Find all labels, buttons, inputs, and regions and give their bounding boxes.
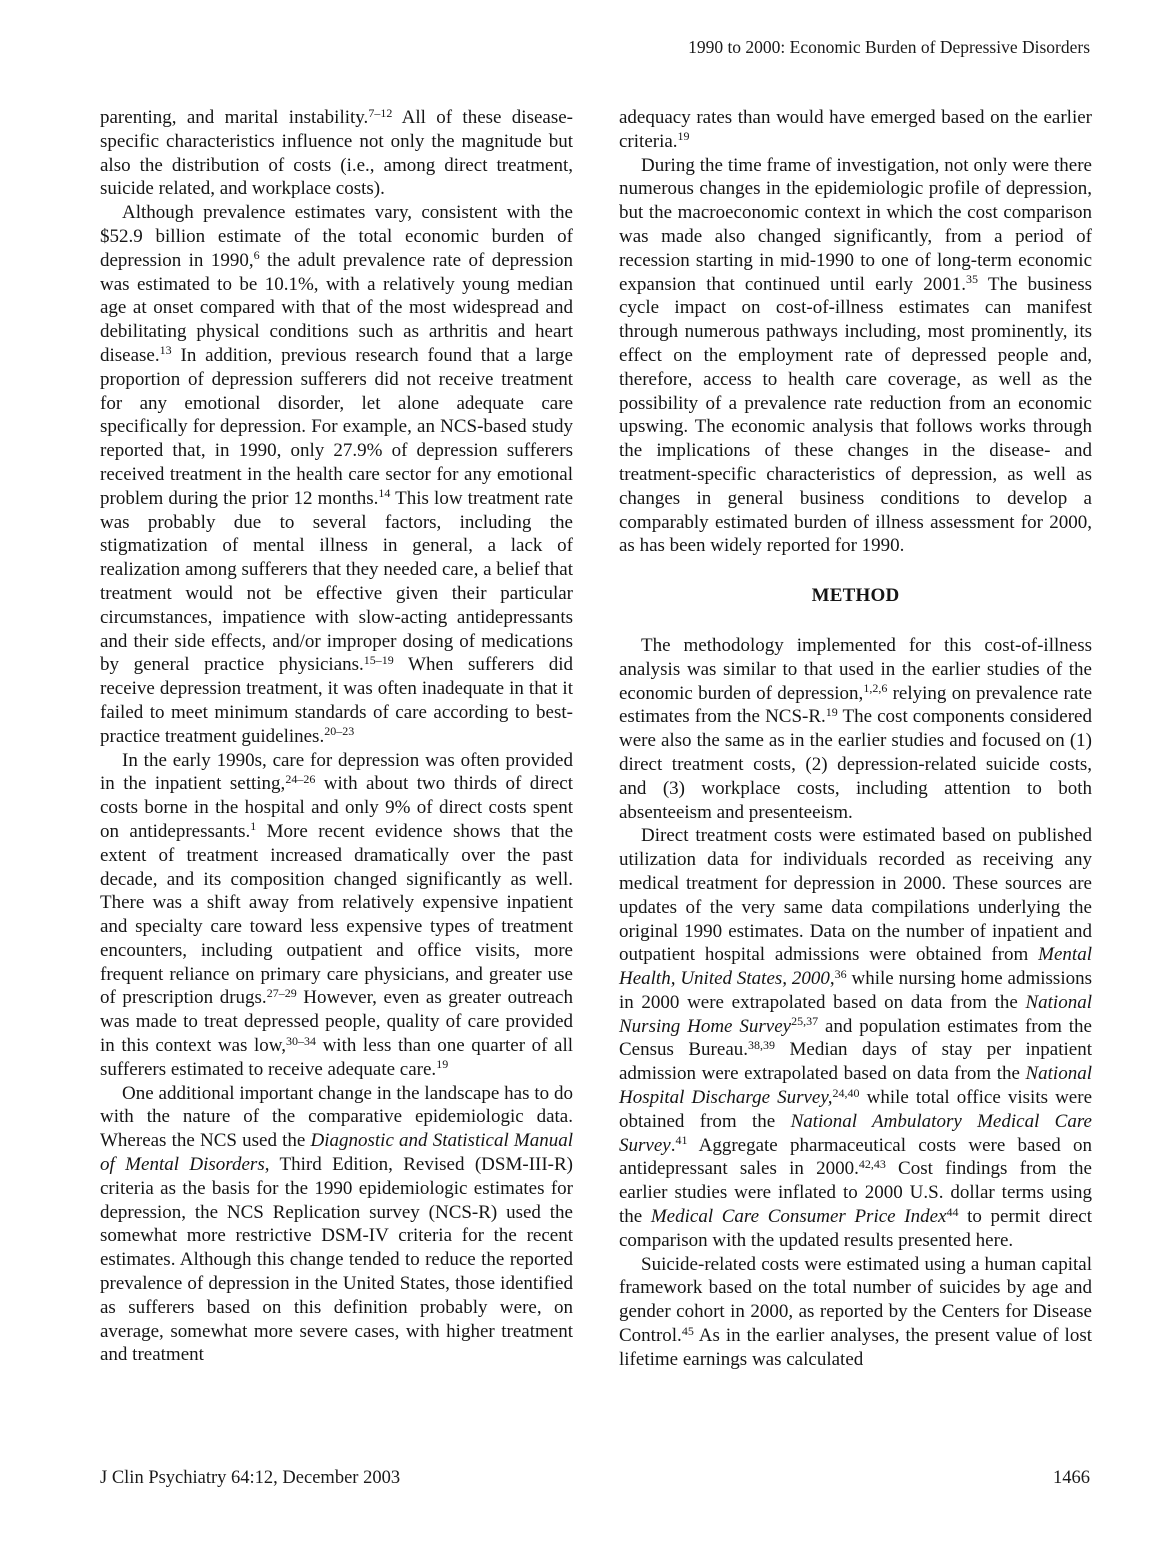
page-number: 1466 [1053,1468,1090,1488]
reference-superscript: 7–12 [368,105,393,120]
text-run: while nursing home admissions in 2000 were extrapolated based on data from the [619,968,1092,1013]
paragraph [100,1082,573,1368]
text-run: while total office visits were obtained from the [619,1087,1093,1132]
text-run: Direct treatment costs were estimated based on published utilization data for individuals recorded as receiving any medical treatment for depression in 2000. These sources are updates of the very same data compilations underlying the original 1990 estimates. Data on the number of inpatient and outpatient hospital admissions were obtained from [619,825,1092,966]
section-heading: METHOD [811,585,900,607]
text-run: Aggregate pharmaceutical costs were based on antidepressant sales in 2000. [619,1134,1092,1180]
text-run: The methodology implemented for this cost-of-illness analysis was similar to that used in the earlier studies of the economic burden of depression, [619,634,1092,704]
text-run: Median days of stay per inpatient admission were extrapolated based on data from the [619,1039,1093,1085]
reference-superscript: 6 [253,248,260,263]
text-run: As in the earlier analyses, the present value of lost lifetime earnings was calculated [619,1325,1092,1370]
paragraph [619,106,1092,154]
text-run: During the time frame of investigation, not only were there numerous changes in the epidemiologic profile of depression, but the macroeconomic context in which the cost comparison was made also changed significantly, from a period of recession starting in mid-1990 to one of long-term economic expansion that continued until early 2001. [619,154,1092,295]
reference-superscript: 19 [677,129,690,144]
text-run: Cost findings from the earlier studies were inflated to 2000 U.S. dollar terms using the [619,1158,1092,1228]
italic-title: National Nursing Home Survey [619,991,1092,1037]
text-run: adequacy rates than would have emerged based on the earlier criteria. [619,107,1092,152]
text-run: with less than one quarter of all sufferers estimated to receive adequate care. [100,1035,574,1080]
text-run: relying on prevalence rate estimates from the NCS-R. [619,682,1092,728]
left-column [100,106,573,1372]
text-run: The cost components considered were also the same as in the earlier studies and focused on (1) direct treatment costs, (2) depression-related suicide costs, and (3) workplace costs, including attention to both absenteeism and presenteeism. [619,706,1092,823]
italic-title: National Hospital Discharge Survey, [619,1063,1092,1109]
reference-superscript: 38,39 [748,1037,776,1052]
text-run: Suicide-related costs were estimated using a human capital framework based on the total number of suicides by age and gender cohort in 2000, as reported by the Centers for Disease Control. [619,1253,1092,1347]
reference-superscript: 41 [675,1133,688,1148]
text-run: . [670,1134,676,1156]
text-run: , Third Edition, Revised (DSM-III-R) criteria as the basis for the 1990 epidemiologic estimates for depression, the NCS Replication survey (NCS-R) used the somewhat more restrictive DSM-IV criteria for the recent estimates. Although this change tended to reduce the reported prevalence of depression in the United States, those identified as sufferers based on this definition probably were, on average, somewhat more severe cases, with higher treatment and treatment [100,1154,574,1366]
reference-superscript: 27–29 [266,985,297,1000]
article-body [100,106,1092,1372]
text-run: with about two thirds of direct costs borne in the hospital and only 9% of direct costs spent on antidepressants. [100,773,573,842]
text-run: When sufferers did receive depression treatment, it was often inadequate in that it failed to meet minimum standards of care according to best-practice treatment guidelines. [100,654,573,747]
italic-title: Diagnostic and Statistical Manual of Mental Disorders [100,1130,573,1176]
reference-superscript: 25,37 [791,1014,819,1029]
running-head: 1990 to 2000: Economic Burden of Depressive Disorders [688,37,1090,57]
paragraph [100,201,573,748]
text-run: The business cycle impact on cost-of-illness estimates can manifest through numerous pathways including, most prominently, its effect on the employment rate of depressed people and, therefore, access to health care coverage, as well as the possibility of a prevalence rate reduction from an economic upswing. The economic analysis that follows works through the implications of these changes in the disease- and treatment-specific characteristics of depression, as well as changes in general business conditions to develop a comparably estimated burden of illness assessment for 2000, as has been widely reported for 1990. [619,273,1093,557]
italic-title: National Ambulatory Medical Care Survey [619,1110,1092,1156]
paragraph [619,824,1092,1252]
reference-superscript: 36 [834,966,847,981]
text-run: In addition, previous research found that a large proportion of depression sufferers did not receive treatment for any emotional disorder, let alone adequate care specifically for depression. For example, an NCS-based study reported that, in 1990, only 27.9% of depression sufferers received treatment in the health care sector for any emotional problem during the prior 12 months. [100,344,573,509]
reference-superscript: 15–19 [363,652,394,667]
paragraph [619,154,1092,559]
reference-superscript: 19 [825,704,838,719]
text-run: In the early 1990s, care for depression was often provided in the inpatient setting, [100,749,573,795]
italic-title: Mental Health, United States, 2000 [619,944,1092,990]
page-footer [100,1468,1090,1489]
reference-superscript: 14 [378,486,391,501]
text-run: One additional important change in the landscape has to do with the nature of the comparative epidemiologic data. Whereas the NCS used the [100,1082,573,1152]
paragraph [619,634,1092,824]
reference-superscript: 30–34 [286,1033,316,1048]
text-run: More recent evidence shows that the extent of treatment increased dramatically over the past decade, and its composition changed significantly as well. There was a shift away from relatively expensive inpatient and specialty care toward less expensive types of treatment encounters, including outpatient and office visits, more frequent reliance on primary care physicians, and greater use of prescription drugs. [100,820,573,1009]
text-run: and population estimates from the Census Bureau. [619,1015,1092,1061]
text-run: parenting, and marital instability. [100,107,369,128]
text-run: However, even as greater outreach was made to treat depressed people, quality of care provided in this context was low, [100,987,573,1057]
paragraph [100,106,573,201]
text-run: to permit direct comparison with the updated results presented here. [619,1206,1092,1251]
reference-superscript: 24–26 [285,771,316,786]
journal-citation: J Clin Psychiatry 64:12, December 2003 [100,1468,401,1488]
reference-superscript: 1,2,6 [863,681,888,696]
reference-superscript: 19 [436,1057,449,1072]
text-run: the adult prevalence rate of depression was estimated to be 10.1%, with a relatively young median age at onset compared with that of the most widespread and debilitating physical conditions such as arthritis and heart disease. [100,249,573,366]
reference-superscript: 45 [681,1323,694,1338]
text-run: This low treatment rate was probably due to several factors, including the stigmatization of mental illness in general, a lack of realization among sufferers that they needed care, a belief that treatment would not be effective given their particular circumstances, impatience with slow-acting antidepressants and their side effects, and/or improper dosing of medications by general practice physicians. [100,487,573,676]
right-column [619,106,1092,1372]
reference-superscript: 20–23 [324,724,355,739]
paragraph [619,1253,1092,1372]
reference-superscript: 35 [966,272,979,287]
reference-superscript: 42,43 [858,1156,886,1171]
reference-superscript: 44 [946,1204,959,1219]
paragraph [100,749,573,1082]
text-run: All of these disease-specific characteristics influence not only the magnitude but also the distribution of costs (i.e., among direct treatment, suicide related, and workplace costs). [100,107,573,200]
italic-title: Medical Care Consumer Price Index [650,1206,947,1228]
reference-superscript: 13 [159,343,172,358]
text-run: Although prevalence estimates vary, consistent with the $52.9 billion estimate of the total economic burden of depression in 1990, [100,202,573,271]
reference-superscript: 1 [250,819,257,834]
text-run: , [829,968,835,990]
reference-superscript: 24,40 [832,1085,860,1100]
